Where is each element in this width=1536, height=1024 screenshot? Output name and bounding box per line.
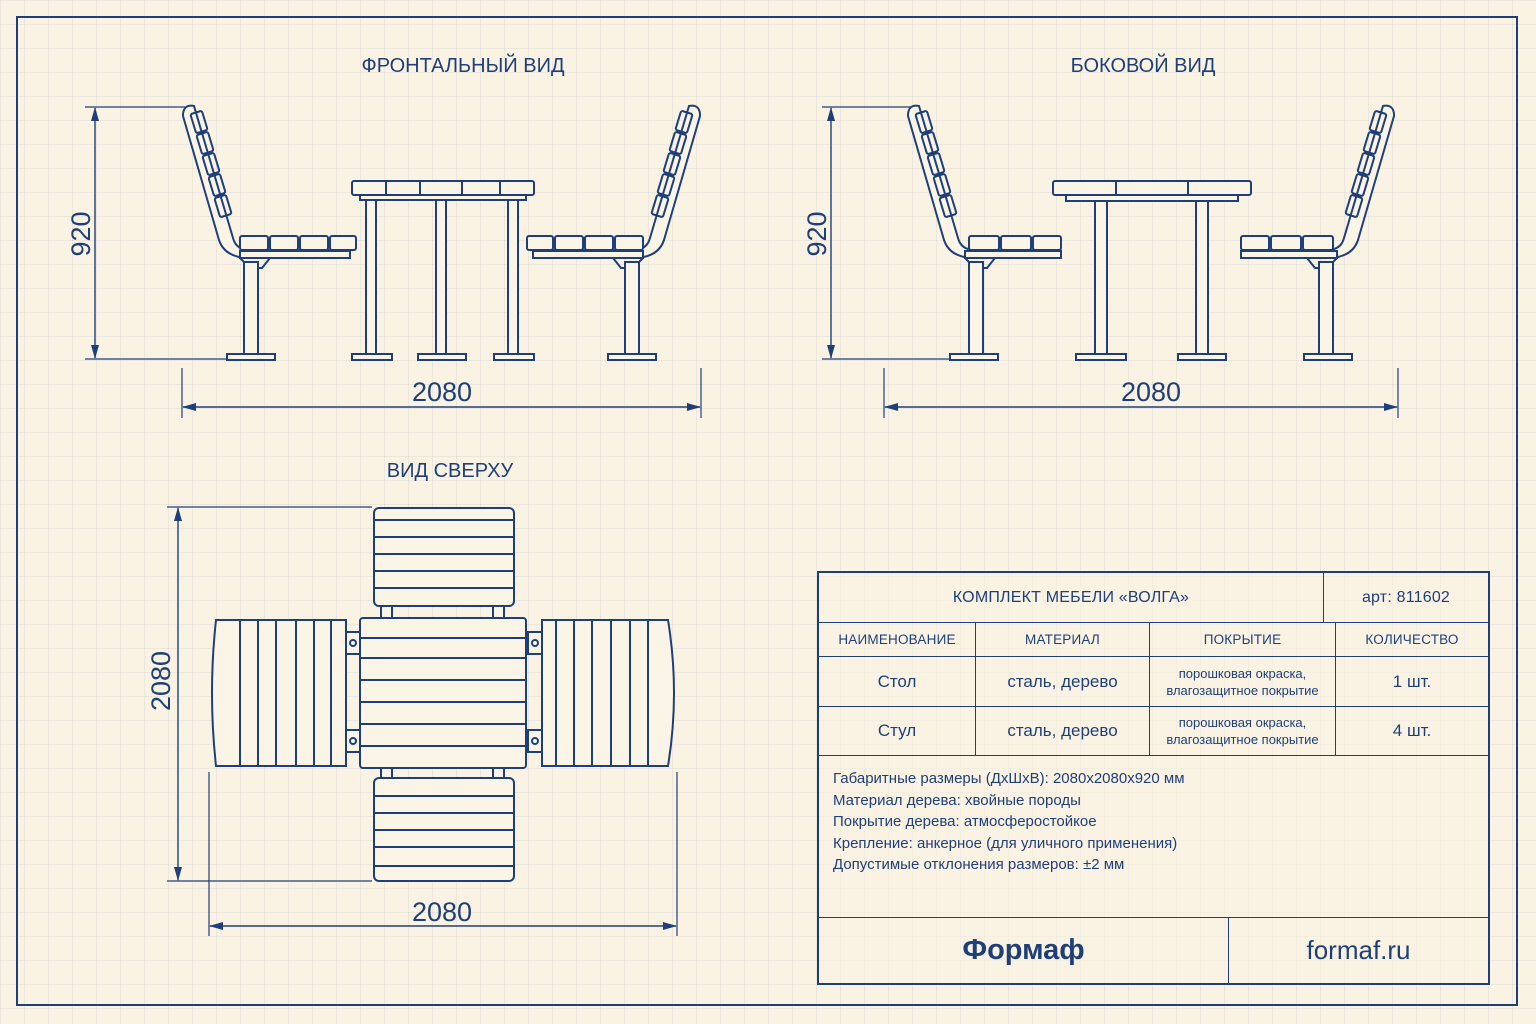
note-line: Допустимые отклонения размеров: ±2 мм [833,856,1125,873]
side-view-title: БОКОВОЙ ВИД [1070,55,1216,77]
brand-name: Формаф [819,918,1229,983]
front-view-title: ФРОНТАЛЬНЫЙ ВИД [361,55,565,77]
column-header-quantity: КОЛИЧЕСТВО [1365,632,1459,647]
table-row [819,707,1488,756]
table-row [819,657,1488,707]
column-header-coating: ПОКРЫТИЕ [1150,623,1336,656]
row-coating [1150,657,1336,706]
side-right-chair [1241,106,1394,360]
column-header-name: НАИМЕНОВАНИЕ [819,623,976,656]
title-block-header [819,573,1488,623]
front-table [352,181,534,360]
row-quantity: 1 шт. [1392,671,1432,691]
side-width-dimension: 2080 [1120,377,1182,407]
note-line: Материал дерева: хвойные породы [833,791,1081,809]
top-view-table [360,618,526,768]
row-coating-line: влагозащитное покрытие [1166,732,1319,747]
top-view-chair-top [374,508,514,618]
top-view-chair-bottom [374,766,514,881]
product-name: КОМПЛЕКТ МЕБЕЛИ «ВОЛГА» [819,573,1324,622]
row-coating-line: порошковая окраска, [1178,665,1307,681]
top-view-chair-left [212,620,360,766]
article-number: арт: 811602 [1361,588,1451,606]
side-view [822,106,1398,418]
row-name: Стол [819,657,976,706]
note-line: Крепление: анкерное (для уличного применения) [833,834,1178,852]
side-table [1053,181,1251,360]
row-material: сталь, дерево [976,657,1150,706]
row-material: сталь, дерево [976,707,1150,755]
note-line: Покрытие дерева: атмосферостойкое [833,813,1097,830]
spec-table-header [819,623,1488,657]
notes-section [819,756,1488,918]
website-link[interactable]: formaf.ru [1306,935,1411,965]
row-quantity: 4 шт. [1392,721,1432,740]
side-left-chair [908,106,1061,360]
front-height-dimension: 920 [66,211,96,257]
row-coating [1150,707,1336,755]
title-block [817,571,1490,985]
front-view [85,106,701,418]
top-width-dimension: 2080 [411,897,473,927]
notes-list [833,768,1185,876]
row-name: Стул [819,707,976,755]
note-line: Габаритные размеры (ДхШхВ): 2080х2080х920 мм [833,770,1185,787]
top-view-title: ВИД СВЕРХУ [386,460,514,482]
front-left-chair [183,106,356,360]
title-block-footer [819,918,1488,983]
front-right-chair [527,106,700,360]
row-coating-line: порошковая окраска, [1178,715,1307,730]
side-height-dimension: 920 [802,211,832,257]
front-width-dimension: 2080 [411,377,473,407]
row-coating-line: влагозащитное покрытие [1166,682,1319,698]
top-view-chair-right [528,620,674,766]
column-header-material: МАТЕРИАЛ [976,623,1150,656]
top-view [167,507,677,936]
top-height-dimension: 2080 [146,650,176,712]
